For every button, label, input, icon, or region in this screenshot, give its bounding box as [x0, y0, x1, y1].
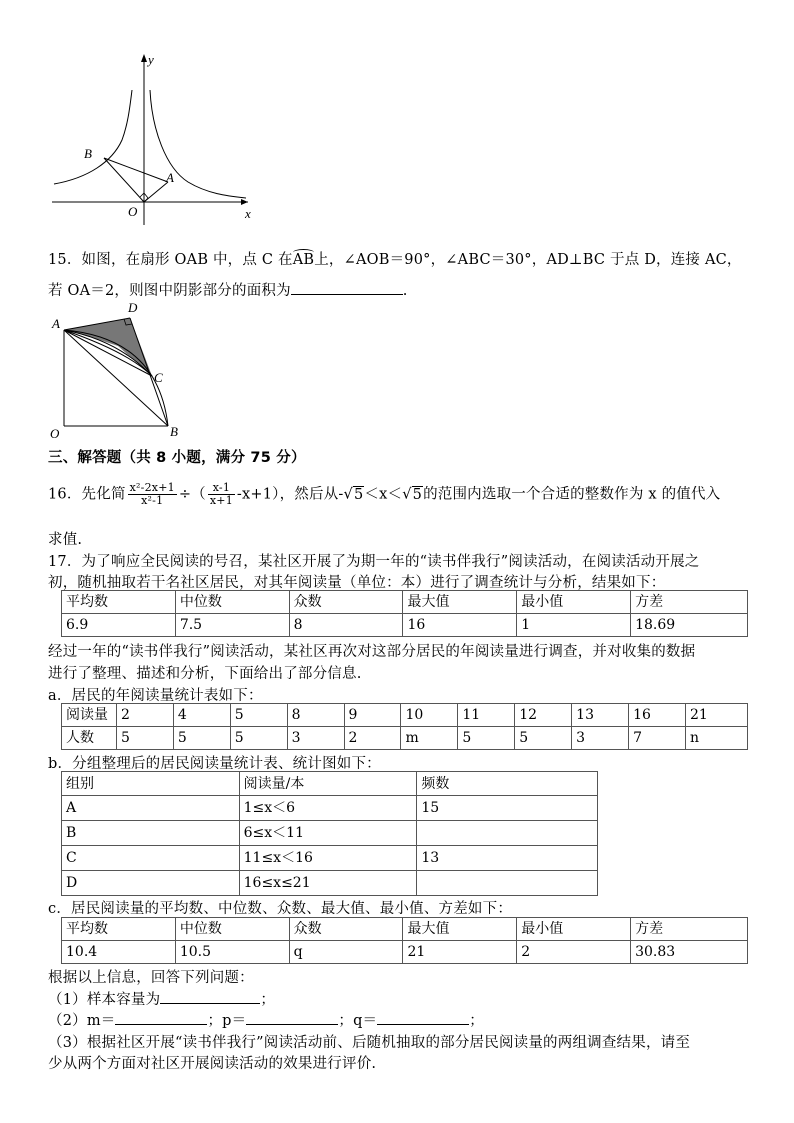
table-cell: 30.83 [631, 941, 748, 964]
fraction-1 [128, 482, 177, 507]
label-a: A [52, 316, 60, 331]
table-cell: 12 [515, 704, 572, 727]
table-cell: 13 [572, 704, 629, 727]
table-row [62, 614, 748, 637]
table-header-cell: 阅读量/本 [239, 772, 417, 796]
table-cell: 21 [685, 704, 747, 727]
q17-b-label: b．分组整理后的居民阅读量统计表、统计图如下： [48, 756, 381, 772]
sample-size-blank[interactable] [160, 989, 260, 1004]
table-cell: 16≤x≤21 [239, 871, 417, 896]
table-cell: B [62, 821, 240, 846]
table-header-cell: 方差 [631, 918, 748, 941]
q17-after-line1: 经过一年的“读书伴我行”阅读活动，某社区再次对这部分居民的年阅读量进行调查，并对收集的数据 [48, 644, 696, 660]
table-cell: 7 [629, 727, 686, 750]
fraction-1-denominator: x²-1 [141, 494, 164, 507]
hyperbola-right-branch [150, 90, 246, 198]
table-cell: 1≤x＜6 [239, 796, 417, 821]
q17-intro-line2: 初，随机抽取若干名社区居民，对其年阅读量（单位：本）进行了调查统计与分析，结果如下： [48, 575, 666, 591]
label-c: C [154, 370, 163, 385]
table-header-cell: 中位数 [175, 918, 289, 941]
table-header-cell: 众数 [289, 591, 403, 614]
label-o: O [50, 426, 60, 440]
table-cell: 10.5 [175, 941, 289, 964]
table-cell: m [401, 727, 458, 750]
table-cell: 5 [515, 727, 572, 750]
label-y: y [148, 52, 154, 67]
fraction-2 [208, 482, 235, 507]
table-cell: 5 [230, 727, 287, 750]
label-b: B [84, 146, 92, 161]
q16-line2: 求值. [48, 532, 83, 548]
part2-p-label: ；p＝ [207, 1013, 247, 1029]
q17-c-label: c．居民阅读量的平均数、中位数、众数、最大值、最小值、方差如下： [48, 901, 513, 917]
table-cell [417, 871, 598, 896]
table-cell: 3 [572, 727, 629, 750]
table-cell: 4 [173, 704, 230, 727]
q17-after-line2: 进行了整理、描述和分析，下面给出了部分信息. [48, 666, 362, 682]
segment-oa [144, 182, 168, 202]
table-cell: 9 [344, 704, 401, 727]
q16-after-frac: -x+1），然后从- [236, 486, 344, 503]
table-cell: n [685, 727, 747, 750]
after-stats-table [61, 917, 748, 964]
table-cell: 人数 [62, 727, 117, 750]
label-b: B [170, 424, 178, 439]
table-cell: 10 [401, 704, 458, 727]
table-cell: 5 [173, 727, 230, 750]
table-cell: 阅读量 [62, 704, 117, 727]
table-cell: D [62, 871, 240, 896]
table-header-cell: 最大值 [403, 918, 517, 941]
q15-text-pre: 15．如图，在扇形 OAB 中，点 C 在 [48, 252, 293, 268]
q17-part1 [48, 988, 275, 1009]
table-cell: 6≤x＜11 [239, 821, 417, 846]
table-cell: A [62, 796, 240, 821]
sqrt-1-radicand: 5 [353, 486, 364, 503]
table-row [62, 796, 598, 821]
table-cell: 8 [289, 614, 403, 637]
part2-m-label: （2）m＝ [48, 1013, 116, 1029]
table-cell: 8 [287, 704, 344, 727]
table-cell: 11 [458, 704, 515, 727]
table-header-cell: 最小值 [517, 591, 631, 614]
table-header-cell: 平均数 [62, 591, 176, 614]
part2-end: ； [469, 1013, 484, 1029]
part1-end: ； [260, 992, 276, 1008]
table-cell: 3 [287, 727, 344, 750]
division-sign: ÷（ [178, 486, 206, 503]
table-cell: q [289, 941, 403, 964]
x-axis-arrow [241, 199, 248, 205]
table-header-cell: 众数 [289, 918, 403, 941]
sector-figure [48, 298, 188, 440]
reading-count-table [61, 703, 748, 750]
segment-ob [104, 158, 144, 202]
q16-suffix: 的范围内选取一个合适的整数作为 x 的值代入 [423, 486, 721, 503]
table-cell: 16 [629, 704, 686, 727]
table-cell: 5 [116, 727, 173, 750]
segment-ab [104, 158, 168, 182]
fraction-2-denominator: x+1 [209, 494, 233, 507]
table-cell: 2 [517, 941, 631, 964]
table-header-cell: 频数 [417, 772, 598, 796]
label-a: A [166, 170, 174, 185]
sqrt-2-radicand: 5 [412, 486, 423, 503]
y-axis-arrow [141, 54, 147, 62]
sqrt-sign-2: √ [402, 486, 412, 503]
q15-line1 [48, 248, 742, 269]
q17-part3-line1: （3）根据社区开展“读书伴我行”阅读活动前、后随机抽取的部分居民阅读量的两组调查结果，请至 [48, 1035, 691, 1051]
q15-answer-blank[interactable] [291, 280, 403, 295]
table-cell: 2 [344, 727, 401, 750]
part1-label: （1）样本容量为 [48, 992, 161, 1008]
m-answer-blank[interactable] [115, 1010, 207, 1025]
q17-intro-line1: 17．为了响应全民阅读的号召，某社区开展了为期一年的“读书伴我行”阅读活动，在阅读活动开展之 [48, 554, 700, 570]
table-row [62, 846, 598, 871]
table-cell: 16 [403, 614, 517, 637]
table-row [62, 727, 748, 750]
q15-line2-post: . [402, 283, 408, 299]
group-frequency-table [61, 771, 598, 896]
table-header-cell: 最大值 [403, 591, 517, 614]
table-header-cell: 平均数 [62, 918, 176, 941]
table-cell: 18.69 [631, 614, 748, 637]
table-cell [417, 821, 598, 846]
table-cell: 2 [116, 704, 173, 727]
arc-ab-label: AB [292, 252, 315, 268]
inequality: ＜x＜ [364, 486, 403, 503]
table-cell: 21 [403, 941, 517, 964]
table-row [62, 704, 748, 727]
table-row [62, 918, 748, 941]
q15-text-post: 上，∠AOB＝90°，∠ABC＝30°，AD⊥BC 于点 D，连接 AC， [314, 252, 742, 268]
q17-part2 [48, 1009, 484, 1030]
hyperbola-left-branch [54, 90, 132, 184]
table-row [62, 821, 598, 846]
fraction-2-numerator: x-1 [208, 482, 235, 495]
table-cell: 10.4 [62, 941, 176, 964]
fraction-1-numerator: x²-2x+1 [129, 481, 175, 494]
p-answer-blank[interactable] [246, 1010, 338, 1025]
table-header-cell: 中位数 [175, 591, 289, 614]
label-x: x [245, 206, 251, 221]
table-cell: 1 [517, 614, 631, 637]
label-d: D [128, 300, 138, 315]
table-header-cell: 方差 [631, 591, 748, 614]
table-cell: 7.5 [175, 614, 289, 637]
table-cell: 15 [417, 796, 598, 821]
q15-line2-pre: 若 OA＝2，则图中阴影部分的面积为 [48, 283, 291, 299]
table-cell: 5 [458, 727, 515, 750]
q17-a-label: a．居民的年阅读量统计表如下： [48, 688, 263, 704]
table-cell: 6.9 [62, 614, 176, 637]
label-o: O [128, 204, 138, 219]
q15-line2 [48, 279, 408, 300]
table-header-cell: 组别 [62, 772, 240, 796]
table-cell: C [62, 846, 240, 871]
before-stats-table [61, 590, 748, 637]
table-row [62, 871, 598, 896]
table-header-cell: 最小值 [517, 918, 631, 941]
table-row [62, 772, 598, 796]
q17-ask: 根据以上信息，回答下列问题： [48, 970, 254, 986]
sqrt-sign-1: √ [343, 486, 353, 503]
table-cell: 11≤x＜16 [239, 846, 417, 871]
q17-part3-line2: 少从两个方面对社区开展阅读活动的效果进行评价. [48, 1056, 377, 1072]
q16-line1 [48, 482, 720, 507]
table-cell: 13 [417, 846, 598, 871]
section-heading: 三、解答题（共 8 小题，满分 75 分） [48, 450, 306, 466]
table-row [62, 591, 748, 614]
hyperbola-figure [48, 50, 263, 225]
table-cell: 5 [230, 704, 287, 727]
part2-q-label: ；q＝ [338, 1013, 378, 1029]
table-row [62, 941, 748, 964]
q16-prefix: 16．先化简 [48, 486, 126, 503]
q-answer-blank[interactable] [377, 1010, 469, 1025]
